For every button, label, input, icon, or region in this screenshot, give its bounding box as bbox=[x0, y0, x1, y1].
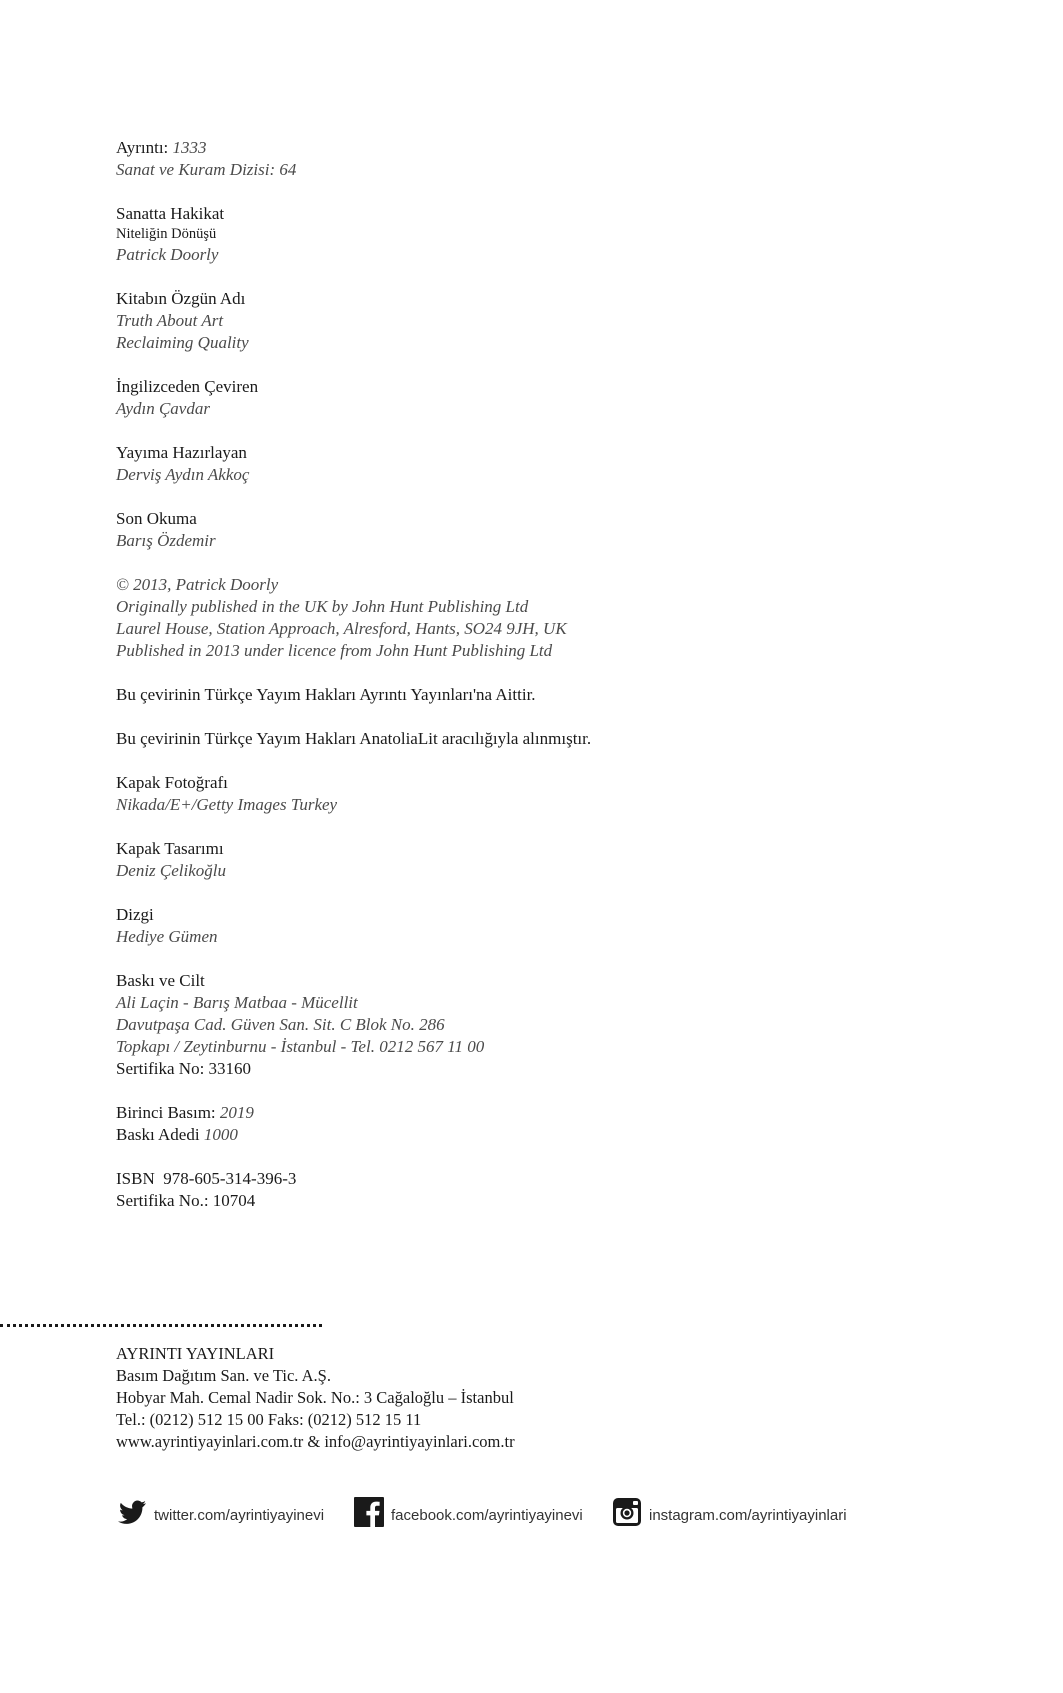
cover-photo-block bbox=[116, 772, 1016, 816]
series-number: 1333 bbox=[172, 138, 207, 157]
social-links bbox=[116, 1494, 1016, 1534]
book-title: Sanatta Hakikat bbox=[116, 204, 225, 223]
instagram-handle: instagram.com/ayrintiyayinlari bbox=[649, 1506, 847, 1524]
proofreader-block bbox=[116, 508, 1016, 552]
editor-block bbox=[116, 442, 1016, 486]
typesetting-label: Dizgi bbox=[116, 905, 154, 924]
publisher-phone: Tel.: (0212) 512 15 00 Faks: (0212) 512 15 11 bbox=[116, 1410, 422, 1429]
edition-block bbox=[116, 1102, 1016, 1146]
proofreader-name: Barış Özdemir bbox=[116, 531, 216, 550]
cover-design-label: Kapak Tasarımı bbox=[116, 839, 224, 858]
printer-address: Topkapı / Zeytinburnu - İstanbul - Tel. 0212 567 11 00 bbox=[116, 1037, 485, 1056]
editor-label: Yayıma Hazırlayan bbox=[116, 443, 247, 462]
twitter-icon bbox=[116, 1496, 148, 1528]
first-edition-label: Birinci Basım: bbox=[116, 1103, 216, 1122]
translator-name: Aydın Çavdar bbox=[116, 399, 210, 418]
series-block bbox=[116, 137, 1016, 181]
publisher-info bbox=[116, 1343, 1016, 1453]
printer-name: Ali Laçin - Barış Matbaa - Mücellit bbox=[116, 993, 358, 1012]
cover-design-block bbox=[116, 838, 1016, 882]
publisher-name: AYRINTI YAYINLARI bbox=[116, 1344, 275, 1363]
series-name: Sanat ve Kuram Dizisi: 64 bbox=[116, 160, 297, 179]
twitter-handle: twitter.com/ayrintiyayinevi bbox=[154, 1506, 325, 1524]
proofreader-label: Son Okuma bbox=[116, 509, 197, 528]
print-run-count: 1000 bbox=[203, 1125, 238, 1144]
publisher-web: www.ayrintiyayinlari.com.tr & info@ayrintiyayinlari.com.tr bbox=[116, 1432, 515, 1451]
typesetting-block bbox=[116, 904, 1016, 948]
original-title-label: Kitabın Özgün Adı bbox=[116, 289, 246, 308]
isbn-block bbox=[116, 1168, 1016, 1212]
printer-address: Davutpaşa Cad. Güven San. Sit. C Blok No. 286 bbox=[116, 1015, 445, 1034]
typesetting-name: Hediye Gümen bbox=[116, 927, 218, 946]
instagram-icon bbox=[611, 1496, 643, 1528]
cover-photo-label: Kapak Fotoğrafı bbox=[116, 773, 228, 792]
printer-certificate: Sertifika No: 33160 bbox=[116, 1059, 252, 1078]
print-run-label: Baskı Adedi bbox=[116, 1125, 200, 1144]
rights-block bbox=[116, 684, 1016, 706]
instagram-link[interactable] bbox=[611, 1494, 847, 1530]
copyright-line: Laurel House, Station Approach, Alresford, Hants, SO24 9JH, UK bbox=[116, 619, 567, 638]
book-subtitle: Niteliğin Dönüşü bbox=[116, 226, 217, 242]
original-subtitle: Reclaiming Quality bbox=[116, 333, 249, 352]
copyright-line: © 2013, Patrick Doorly bbox=[116, 575, 279, 594]
rights-agency-block bbox=[116, 728, 1016, 750]
isbn: ISBN 978-605-314-396-3 bbox=[116, 1169, 297, 1188]
colophon bbox=[116, 137, 1016, 1234]
book-block bbox=[116, 203, 1016, 266]
copyright-line: Published in 2013 under licence from John Hunt Publishing Ltd bbox=[116, 641, 553, 660]
series-label: Ayrıntı: bbox=[116, 138, 169, 157]
publisher-company: Basım Dağıtım San. ve Tic. A.Ş. bbox=[116, 1366, 331, 1385]
rights-line: Bu çevirinin Türkçe Yayım Hakları Ayrıntı Yayınları'na Aittir. bbox=[116, 685, 536, 704]
printing-label: Baskı ve Cilt bbox=[116, 971, 205, 990]
first-edition-year: 2019 bbox=[219, 1103, 254, 1122]
editor-name: Derviş Aydın Akkoç bbox=[116, 465, 250, 484]
facebook-handle: facebook.com/ayrintiyayinevi bbox=[391, 1506, 583, 1524]
facebook-link[interactable] bbox=[353, 1494, 583, 1530]
cover-photo-credit: Nikada/E+/Getty Images Turkey bbox=[116, 795, 338, 814]
translator-block bbox=[116, 376, 1016, 420]
twitter-link[interactable] bbox=[116, 1494, 324, 1530]
rights-agency-line: Bu çevirinin Türkçe Yayım Hakları AnatoliaLit aracılığıyla alınmıştır. bbox=[116, 729, 592, 748]
translator-label: İngilizceden Çeviren bbox=[116, 377, 259, 396]
cover-design-name: Deniz Çelikoğlu bbox=[116, 861, 227, 880]
copyright-block bbox=[116, 574, 1016, 662]
publisher-address: Hobyar Mah. Cemal Nadir Sok. No.: 3 Cağaloğlu – İstanbul bbox=[116, 1388, 514, 1407]
copyright-line: Originally published in the UK by John Hunt Publishing Ltd bbox=[116, 597, 529, 616]
printing-block bbox=[116, 970, 1016, 1080]
book-author: Patrick Doorly bbox=[116, 245, 219, 264]
facebook-icon bbox=[353, 1496, 385, 1528]
publisher-certificate: Sertifika No.: 10704 bbox=[116, 1191, 256, 1210]
original-title-block bbox=[116, 288, 1016, 354]
original-title: Truth About Art bbox=[116, 311, 224, 330]
dotted-divider bbox=[0, 1324, 322, 1327]
